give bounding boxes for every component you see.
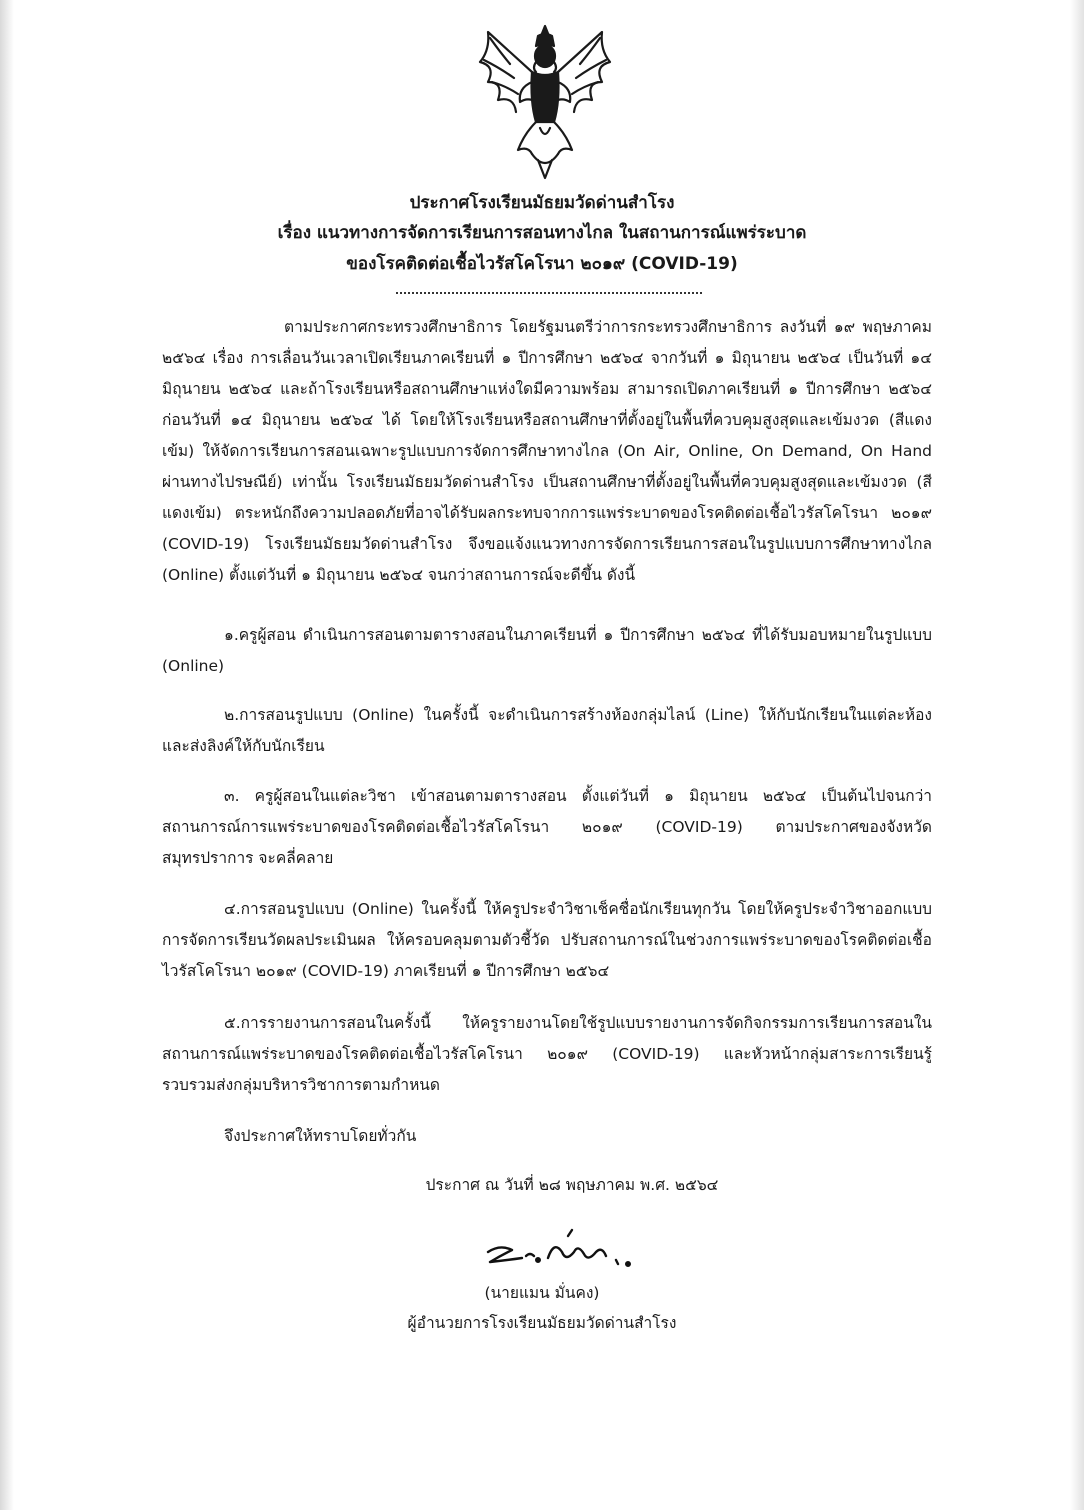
dotted-divider xyxy=(396,292,702,294)
intro-paragraph: ตามประกาศกระทรวงศึกษาธิการ โดยรัฐมนตรีว่าการกระทรวงศึกษาธิการ ลงวันที่ ๑๙ พฤษภาคม ๒๕๖๔ เรื่อง การเลื่อนวันเวลาเปิดเรียนภาคเรียนที่ ๑ ปีการศึกษา ๒๕๖๔ จากวันที่ ๑ มิถุนายน ๒๕๖๔ เป็นวันที่ ๑๔ มิถุนายน ๒๕๖๔ และถ้าโรงเรียนหรือสถานศึกษาแห่งใดมีความพร้อม สามารถเปิดภาคเรียนที่ ๑ ปีการศึกษา ๒๕๖๔ ก่อนวันที่ ๑๔ มิถุนายน ๒๕๖๔ ได้ โดยให้โรงเรียนหรือสถานศึกษาที่ตั้งอยู่ในพื้นที่ควบคุมสูงสุดและเข้มงวด (สีแดงเข้ม) ให้จัดการเรียนการสอนเฉพาะรูปแบบการจัดการศึกษาทางไกล (On Air, Online, On Demand, On Hand ผ่านทางไปรษณีย์) เท่านั้น โรงเรียนมัธยมวัดด่านสำโรง เป็นสถานศึกษาที่ตั้งอยู่ในพื้นที่ควบคุมสูงสุดและเข้มงวด (สีแดงเข้ม) ตระหนักถึงความปลอดภัยที่อาจได้รับผลกระทบจากการแพร่ระบาดของโรคติดต่อเชื้อไวรัสโคโรนา ๒๐๑๙ (COVID-19) โรงเรียนมัธยมวัดด่านสำโรง จึงขอแจ้งแนวทางการจัดการเรียนการสอนในรูปแบบการศึกษาทางไกล (Online) ตั้งแต่วันที่ ๑ มิถุนายน ๒๕๖๔ จนกว่าสถานการณ์จะดีขึ้น ดังนี้ xyxy=(162,318,932,584)
item-2: ๒.การสอนรูปแบบ (Online) ในครั้งนี้ จะดำเนินการสร้างห้องกลุ่มไลน์ (Line) ให้กับนักเรียนในแต่ละห้องและส่งลิงค์ให้กับนักเรียน xyxy=(162,706,932,755)
item-1: ๑.ครูผู้สอน ดำเนินการสอนตามตารางสอนในภาคเรียนที่ ๑ ปีการศึกษา ๒๕๖๔ ที่ได้รับมอบหมายในรูปแบบ (Online) xyxy=(162,626,932,675)
announcement-date: ประกาศ ณ วันที่ ๒๘ พฤษภาคม พ.ศ. ๒๕๖๔ xyxy=(425,1176,719,1194)
signatory-name: (นายแมน มั่นคง) xyxy=(484,1284,600,1302)
item-5: ๕.การรายงานการสอนในครั้งนี้ ให้ครูรายงานโดยใช้รูปแบบรายงานการจัดกิจกรรมการเรียนการสอนในสถานการณ์แพร่ระบาดของโรคติดต่อเชื้อไวรัสโคโรนา ๒๐๑๙ (COVID-19) และหัวหน้ากลุ่มสาระการเรียนรู้ รวบรวมส่งกลุ่มบริหารวิชาการตามกำหนด xyxy=(162,1014,932,1094)
garuda-emblem-icon xyxy=(470,22,620,182)
item-3: ๓. ครูผู้สอนในแต่ละวิชา เข้าสอนตามตารางสอน ตั้งแต่วันที่ ๑ มิถุนายน ๒๕๖๔ เป็นต้นไปจนกว่าสถานการณ์การแพร่ระบาดของโรคติดต่อเชื้อไวรัสโคโรนา ๒๐๑๙ (COVID-19) ตามประกาศของจังหวัดสมุทรปราการ จะคลี่คลาย xyxy=(162,787,932,867)
header-line-1: ประกาศโรงเรียนมัธยมวัดด่านสำโรง xyxy=(409,193,675,213)
item-4: ๔.การสอนรูปแบบ (Online) ในครั้งนี้ ให้ครูประจำวิชาเช็คชื่อนักเรียนทุกวัน โดยให้ครูประจำวิชาออกแบบการจัดการเรียนวัดผลประเมินผล ให้ครอบคลุมตามตัวชี้วัด ปรับสถานการณ์ในช่วงการแพร่ระบาดของโรคติดต่อเชื้อไวรัสโคโรนา ๒๐๑๙ (COVID-19) ภาคเรียนที่ ๑ ปีการศึกษา ๒๕๖๔ xyxy=(162,900,932,980)
signatory-position: ผู้อำนวยการโรงเรียนมัธยมวัดด่านสำโรง xyxy=(407,1314,677,1332)
closing-statement: จึงประกาศให้ทราบโดยทั่วกัน xyxy=(224,1127,417,1145)
header-line-3: ของโรคติดต่อเชื้อไวรัสโคโรนา ๒๐๑๙ (COVID-19) xyxy=(346,254,738,274)
handwritten-signature xyxy=(478,1222,648,1278)
header-line-2: เรื่อง แนวทางการจัดการเรียนการสอนทางไกล ในสถานการณ์แพร่ระบาด xyxy=(277,223,807,243)
